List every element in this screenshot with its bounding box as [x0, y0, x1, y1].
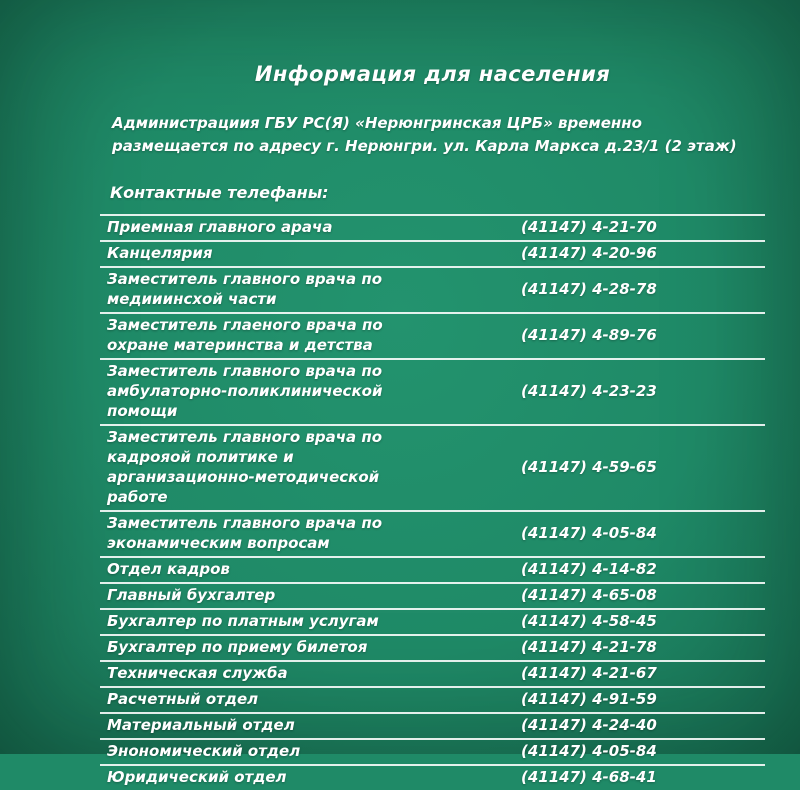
phone-number: (41147) 4-28-78	[521, 280, 657, 298]
phone-number: (41147) 4-14-82	[521, 560, 657, 578]
phone-number: (41147) 4-65-08	[521, 586, 657, 604]
department-name: Энономический отдел	[107, 742, 301, 760]
phone-number: (41147) 4-05-84	[521, 742, 657, 760]
phone-number: (41147) 4-21-70	[521, 218, 657, 236]
department-name: Бухгалтер по платным услугам	[107, 612, 379, 630]
contact-row	[100, 266, 765, 312]
department-name: Техническая служба	[107, 664, 288, 682]
department-name: Главный бухгалтер	[107, 586, 276, 604]
phone-number: (41147) 4-89-76	[521, 326, 657, 344]
department-name: Заместитель главного врача по амбулаторно-поликлинической помощи	[107, 362, 383, 420]
phone-number: (41147) 4-05-84	[521, 524, 657, 542]
contact-row	[100, 712, 765, 738]
contacts-table	[100, 214, 765, 790]
contact-row	[100, 312, 765, 358]
contact-row	[100, 358, 765, 424]
phone-number: (41147) 4-23-23	[521, 382, 657, 400]
contact-row	[100, 738, 765, 764]
department-name: Расчетный отдел	[107, 690, 259, 708]
contact-row	[100, 634, 765, 660]
poster-content	[100, 0, 765, 790]
phone-number: (41147) 4-58-45	[521, 612, 657, 630]
department-name: Приемная главного арача	[107, 218, 333, 236]
department-name: Бухгалтер по приему билетоя	[107, 638, 368, 656]
department-name: Юридический отдел	[107, 768, 287, 786]
contact-row	[100, 424, 765, 510]
contact-row	[100, 556, 765, 582]
department-name: Материальный отдел	[107, 716, 295, 734]
contact-row	[100, 686, 765, 712]
phone-number: (41147) 4-91-59	[521, 690, 657, 708]
department-name: Заместитель главного врача по кадрояой политике и арганизационно-методической работе	[107, 428, 383, 506]
phone-number: (41147) 4-21-78	[521, 638, 657, 656]
contact-row	[100, 240, 765, 266]
contact-row	[100, 510, 765, 556]
contact-row	[100, 764, 765, 790]
department-name: Заместитель глаеного врача по охране материнства и детства	[107, 316, 383, 354]
department-name: Канцелярия	[107, 244, 213, 262]
department-name: Отдел кадров	[107, 560, 230, 578]
contact-row	[100, 608, 765, 634]
department-name: Заместитель главного врача по эконамическим вопросам	[107, 514, 383, 552]
department-name: Заместитель главного врача по медииинсхой части	[107, 270, 383, 308]
phone-number: (41147) 4-24-40	[521, 716, 657, 734]
page-title: Информация для населения	[254, 62, 611, 86]
contacts-heading: Контактные телефаны:	[110, 183, 329, 202]
phone-number: (41147) 4-20-96	[521, 244, 657, 262]
contact-row	[100, 214, 765, 240]
phone-number: (41147) 4-59-65	[521, 458, 657, 476]
contact-row	[100, 582, 765, 608]
intro-text: Администрациия ГБУ РС(Я) «Нерюнгринская ЦРБ» временно размещается по адресу г. Нерюнгри. ул. Карла Маркса д.23/1 (2 этаж)	[112, 114, 737, 155]
contact-row	[100, 660, 765, 686]
phone-number: (41147) 4-21-67	[521, 664, 657, 682]
phone-number: (41147) 4-68-41	[521, 768, 657, 786]
